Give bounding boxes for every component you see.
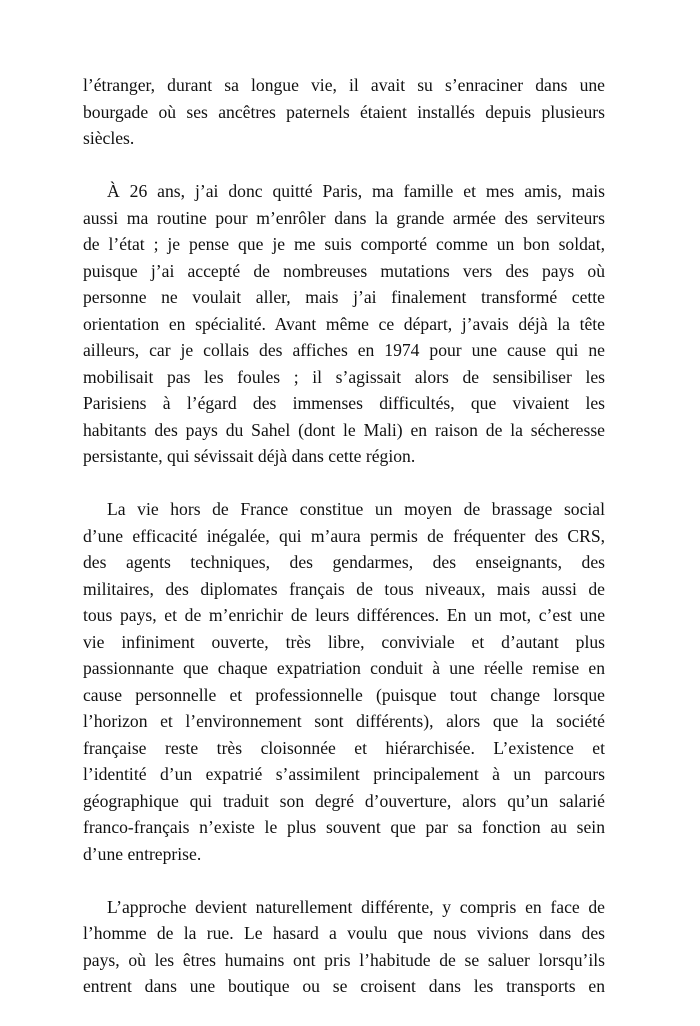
text-line: aussi ma routine pour m’enrôler dans la grande armée des serviteurs [83, 207, 605, 228]
text-line: vie infiniment ouverte, très libre, conviviale et d’autant plus [83, 631, 605, 652]
text-line: bourgade où ses ancêtres paternels étaient installés depuis plusieurs [83, 101, 605, 122]
text-line: entrent dans une boutique ou se croisent dans les transports en [83, 976, 605, 996]
text-line: des agents techniques, des gendarmes, des enseignants, des [83, 552, 605, 572]
text-line: ailleurs, car je collais des affiches en 1974 pour une cause qui ne [83, 340, 605, 360]
text-line: d’une entreprise. [83, 843, 202, 864]
text-line: siècles. [83, 128, 135, 148]
text-line: À 26 ans, j’ai donc quitté Paris, ma famille et mes amis, mais [107, 181, 605, 201]
text-line: franco-français n’existe le plus souvent que par sa fonction au sein [83, 817, 605, 837]
text-line: cause personnelle et professionnelle (puisque tout change lorsque [83, 684, 605, 705]
text-line: mobilisait pas les foules ; il s’agissait alors de sensibiliser les [83, 366, 605, 387]
text-line: passionnante que chaque expatriation conduit à une réelle remise en [83, 658, 605, 678]
text-line: de l’état ; je pense que je me suis comporté comme un bon soldat, [83, 234, 605, 254]
text-line: puisque j’ai accepté de nombreuses mutations vers des pays où [83, 260, 605, 281]
paragraph-3 [83, 496, 605, 867]
text-line: Parisiens à l’égard des immenses difficultés, que vivaient les [83, 393, 605, 413]
text-line: habitants des pays du Sahel (dont le Mali) en raison de la sécheresse [83, 419, 605, 440]
text-line: l’homme de la rue. Le hasard a voulu que nous vivions dans des [83, 923, 605, 943]
paragraph-1 [83, 72, 605, 152]
text-line: personne ne voulait aller, mais j’ai finalement transformé cette [83, 287, 605, 307]
text-line: tous pays, et de m’enrichir de leurs différences. En un mot, c’est une [83, 605, 605, 625]
text-line: orientation en spécialité. Avant même ce départ, j’avais déjà la tête [83, 313, 605, 334]
text-line: l’étranger, durant sa longue vie, il avait su s’enraciner dans une [83, 75, 605, 95]
text-line: française reste très cloisonnée et hiérarchisée. L’existence et [83, 737, 605, 758]
paragraph-4 [83, 894, 605, 1000]
text-line: l’identité d’un expatrié s’assimilent principalement à un parcours [83, 764, 605, 784]
text-line: l’horizon et l’environnement sont différents), alors que la société [83, 711, 605, 731]
text-line: L’approche devient naturellement différente, y compris en face de [107, 896, 605, 917]
text-line: militaires, des diplomates français de tous niveaux, mais aussi de [83, 578, 605, 599]
text-line: La vie hors de France constitue un moyen de brassage social [107, 499, 605, 519]
paragraph-2 [83, 178, 605, 470]
body-text [83, 72, 605, 1026]
text-line: d’une efficacité inégalée, qui m’aura permis de fréquenter des CRS, [83, 525, 605, 546]
text-line: persistante, qui sévissait déjà dans cette région. [83, 446, 416, 466]
text-line: pays, où les êtres humains ont pris l’habitude de se saluer lorsqu’ils [83, 949, 605, 970]
text-line: géographique qui traduit son degré d’ouverture, alors qu’un salarié [83, 790, 605, 811]
